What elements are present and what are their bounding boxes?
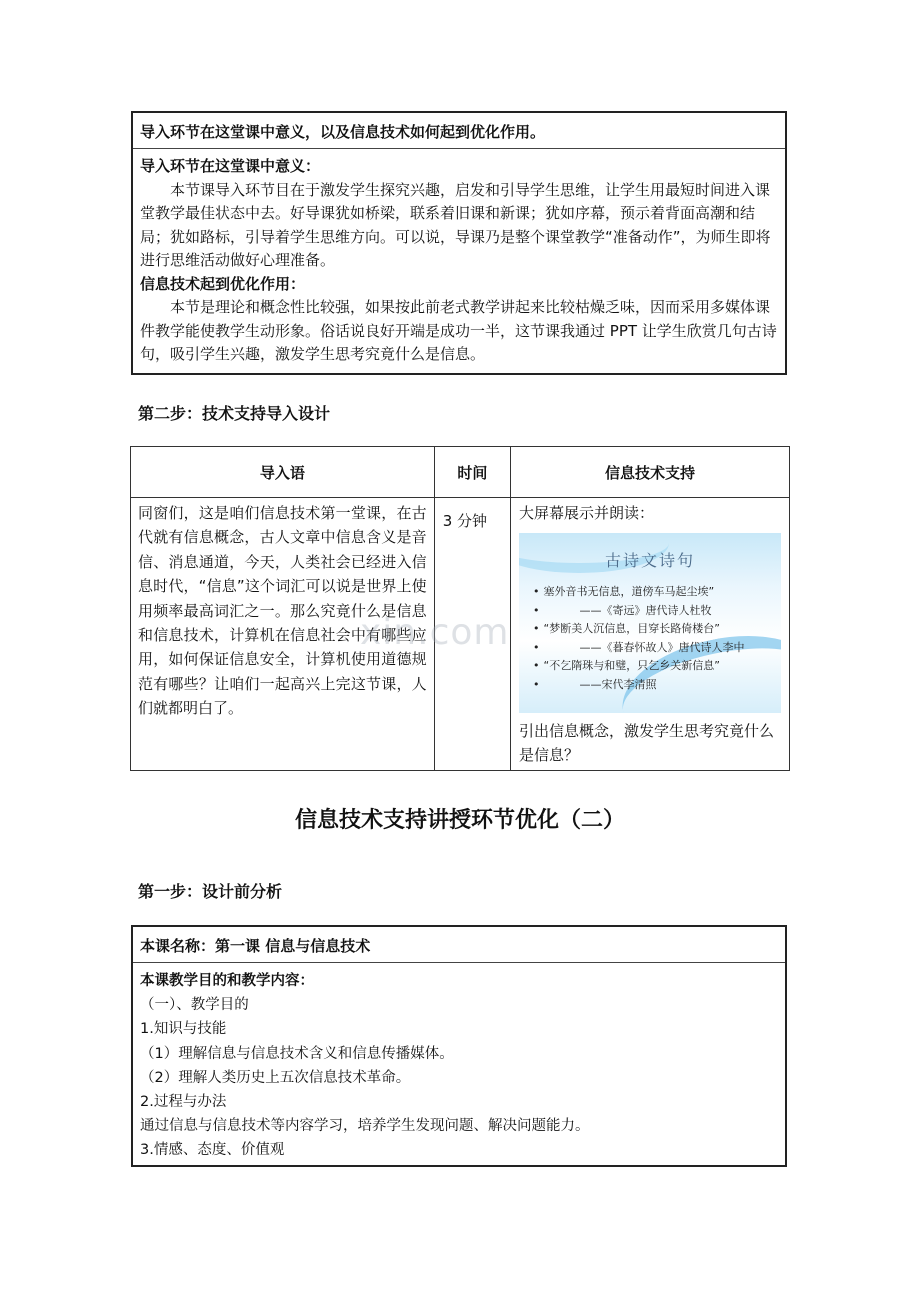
step2-title: 第二步：技术支持导入设计: [138, 404, 331, 423]
poem-slide-image: [519, 533, 781, 713]
list-item: • ——《寄远》唐代诗人杜牧: [533, 602, 745, 621]
box3-header: 本课名称：第一课 信息与信息技术: [133, 927, 785, 963]
box1-subheading-optimization: 信息技术起到优化作用：: [140, 274, 306, 293]
list-item: 2.过程与办法: [140, 1094, 227, 1111]
support-top-text: 大屏幕展示并朗读：: [519, 504, 655, 522]
intro-design-table: [130, 446, 790, 771]
slide-poem-list: [523, 583, 745, 694]
list-item: （1）理解信息与信息技术含义和信息传播媒体。: [140, 1045, 454, 1062]
tech-support-cell: [511, 498, 790, 771]
import-significance-box: [131, 111, 787, 375]
box3-subheading: 本课教学目的和教学内容：: [140, 973, 314, 989]
list-item: 1.知识与技能: [140, 1021, 227, 1038]
box1-paragraph-optimization: 本节是理论和概念性比较强，如果按此前老式教学讲起来比较枯燥乏味，因而采用多媒体课件教学能使教学生动形象。俗话说良好开端是成功一半，这节课我通过 PPT 让学生欣赏几句古诗句，吸引学生兴趣，激发学生思考究竟什么是信息。: [140, 298, 777, 363]
section-title: 信息技术支持讲授环节优化（二）: [294, 808, 625, 833]
watermark: xin.com: [360, 612, 510, 653]
box3-body: [133, 963, 785, 1169]
list-item: • “梦断美人沉信息，目穿长路倚楼台”: [533, 620, 745, 639]
list-item: • ——《暮春怀故人》唐代诗人李中: [533, 639, 745, 658]
list-item: • “不乞隋珠与和璧，只乞乡关新信息”: [533, 657, 745, 676]
list-item: • ——宋代李清照: [533, 676, 745, 695]
list-item: （2）理解人类历史上五次信息技术革命。: [140, 1069, 411, 1086]
header-tech-support: 信息技术支持: [511, 447, 790, 498]
list-item: 3.情感、态度、价值观: [140, 1142, 285, 1159]
step1-title: 第一步：设计前分析: [138, 882, 283, 901]
list-item: 通过信息与信息技术等内容学习，培养学生发现问题、解决问题能力。: [140, 1118, 590, 1135]
lesson-analysis-box: [131, 925, 787, 1167]
header-time: 时间: [434, 447, 510, 498]
box1-subheading-significance: 导入环节在这堂课中意义：: [140, 157, 321, 175]
list-item: （一）、教学目的: [140, 997, 249, 1014]
support-bottom-text: 引出信息概念，激发学生思考究竟什么是信息？: [519, 722, 775, 764]
box1-paragraph-significance: 本节课导入环节目在于激发学生探究兴趣，启发和引导学生思维，让学生用最短时间进入课堂教学最佳状态中去。好导课犹如桥梁，联系着旧课和新课；犹如序幕，预示着背面高潮和结局；犹如路标，引导着学生思维方向。可以说，导课乃是整个课堂教学“准备动作”，为师生即将进行思维活动做好心理准备。: [140, 180, 771, 269]
time-cell: 3 分钟: [434, 498, 510, 771]
list-item: • 塞外音书无信息，道傍车马起尘埃”: [533, 583, 745, 602]
box1-body: [133, 149, 785, 373]
box1-header: 导入环节在这堂课中意义，以及信息技术如何起到优化作用。: [133, 113, 785, 149]
slide-title: 古诗文诗句: [604, 551, 695, 570]
intro-words-cell: 同窗们，这是咱们信息技术第一堂课，在古代就有信息概念，古人文章中信息含义是音信、消息通道，今天，人类社会已经进入信息时代，“信息”这个词汇可以说是世界上使用频率最高词汇之一。那么究竟什么是信息和信息技术，计算机在信息社会中有哪些应用，如何保证信息安全，计算机使用道德规范有哪些？让咱们一起高兴上完这节课，人们就都明白了。: [131, 498, 435, 771]
header-intro-words: 导入语: [131, 447, 435, 498]
table-header-row: [131, 447, 790, 498]
